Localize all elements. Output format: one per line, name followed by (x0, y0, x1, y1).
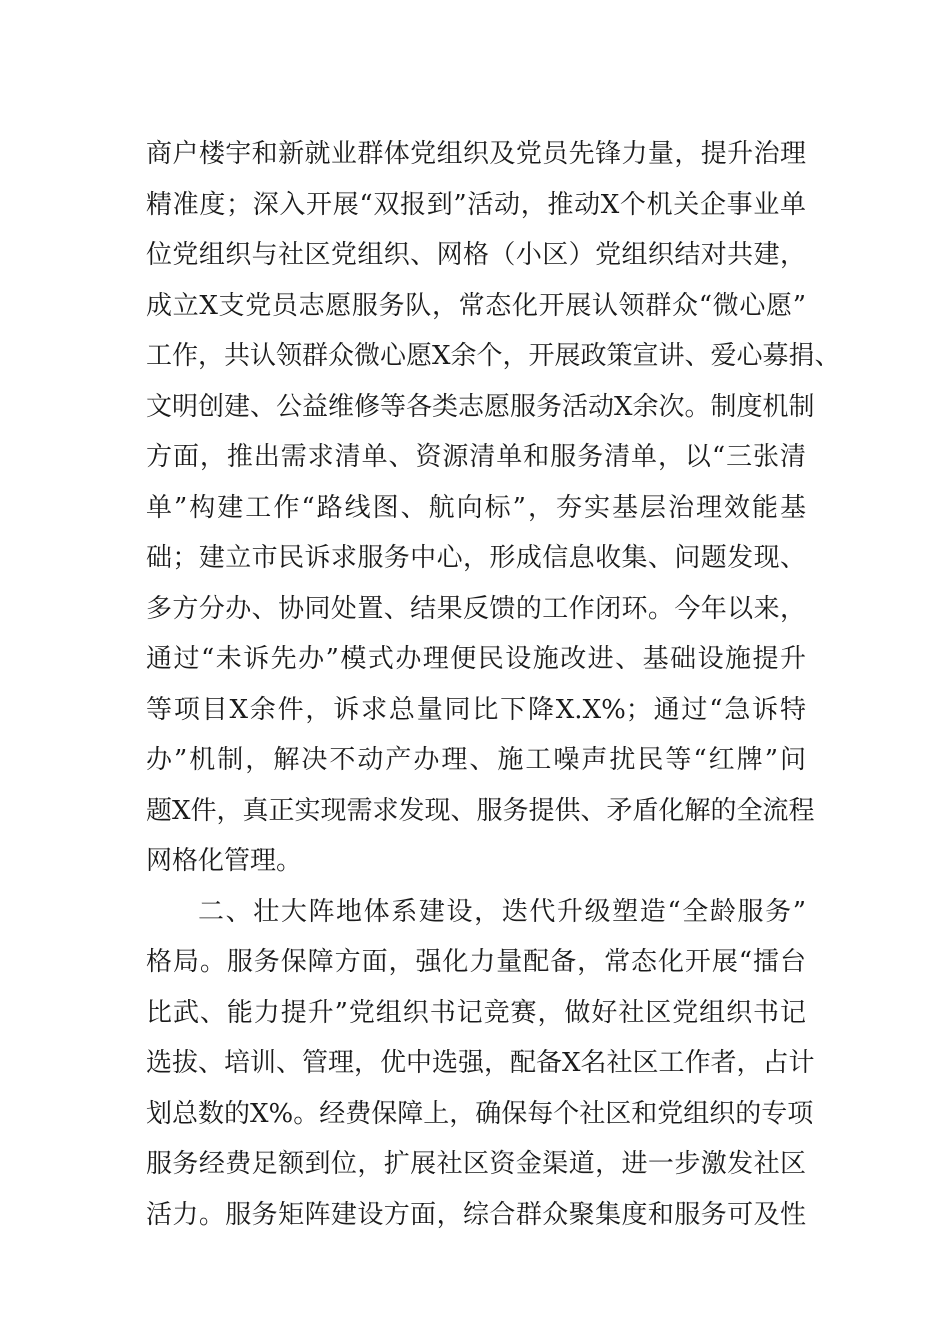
text-line: 题X件，真正实现需求发现、服务提供、矛盾化解的全流程 (146, 795, 815, 826)
text-line: 选拔、培训、管理，优中选强，配备X名社区工作者，占计 (146, 1048, 815, 1078)
text-line: 服务经费足额到位，扩展社区资金渠道，进一步激发社区 (146, 1149, 806, 1179)
text-line: 商户楼宇和新就业群体党组织及党员先锋力量，提升治理 (146, 139, 806, 169)
body-text (146, 129, 841, 1240)
text-line: 位党组织与社区党组织、网格（小区）党组织结对共建， (146, 240, 806, 270)
text-line: 工作，共认领群众微心愿X余个，开展政策宣讲、爱心募捐、 (146, 341, 841, 371)
text-line: 比武、能力提升”党组织书记竞赛，做好社区党组织书记 (146, 997, 806, 1028)
section-heading-line: 二、壮大阵地体系建设，迭代升级塑造“全龄服务” (198, 896, 806, 927)
text-line: 通过“未诉先办”模式办理便民设施改进、基础设施提升 (146, 644, 806, 674)
text-line: 等项目X余件，诉求总量同比下降X.X%；通过“急诉特 (146, 694, 806, 725)
text-line: 精准度；深入开展“双报到”活动，推动X个机关企事业单 (146, 189, 806, 220)
text-line: 网格化管理。 (146, 846, 303, 876)
text-line: 单”构建工作“路线图、航向标”，夯实基层治理效能基 (146, 492, 806, 523)
text-line: 础；建立市民诉求服务中心，形成信息收集、问题发现、 (146, 543, 806, 573)
text-line: 格局。服务保障方面，强化力量配备，常态化开展“擂台 (146, 947, 806, 977)
text-line: 成立X支党员志愿服务队，常态化开展认领群众“微心愿” (146, 290, 806, 321)
text-line: 办”机制，解决不动产办理、施工噪声扰民等“红牌”问 (146, 745, 806, 775)
text-line: 活力。服务矩阵建设方面，综合群众聚集度和服务可及性 (146, 1199, 806, 1230)
text-line: 划总数的X%。经费保障上，确保每个社区和党组织的专项 (146, 1098, 814, 1129)
text-line: 多方分办、协同处置、结果反馈的工作闭环。今年以来， (146, 593, 806, 624)
text-line: 方面，推出需求清单、资源清单和服务清单，以“三张清 (146, 442, 806, 472)
text-line: 文明创建、公益维修等各类志愿服务活动X余次。制度机制 (146, 391, 815, 422)
